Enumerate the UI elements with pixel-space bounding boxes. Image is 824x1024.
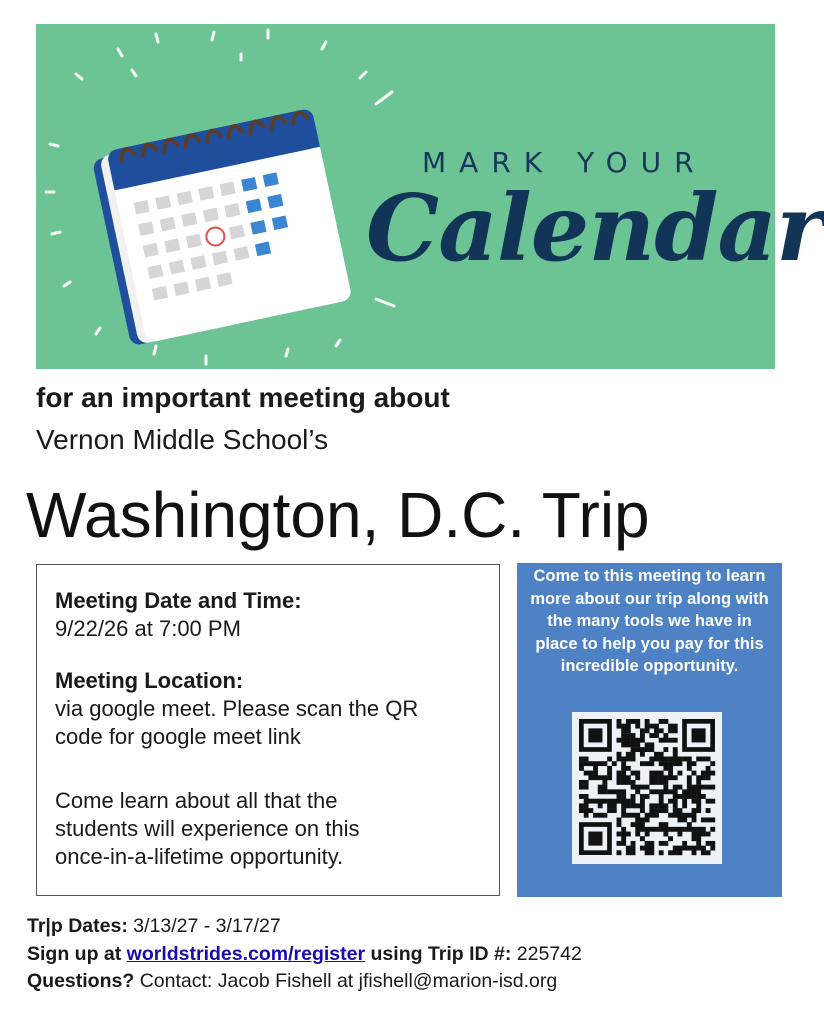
meeting-location-label: Meeting Location: [55, 668, 244, 693]
questions-label: Questions? [27, 970, 135, 992]
meeting-location-line-2: code for google meet link [55, 724, 301, 749]
signup-line [27, 943, 582, 966]
meeting-location-line-1: via google meet. Please scan the QR [55, 696, 419, 721]
trip-dates-value: 3/13/27 - 3/17/27 [133, 915, 281, 937]
learn-line-2: students will experience on this [55, 816, 360, 841]
info-panel [517, 563, 782, 897]
qr-code-icon [579, 719, 715, 857]
signup-prefix: Sign up at [27, 943, 122, 965]
meeting-details-box [36, 564, 500, 896]
mark-your-heading: MARK YOUR [422, 146, 707, 179]
learn-line-3: once-in-a-lifetime opportunity. [55, 844, 344, 869]
panel-message: Come to this meeting to learn more about our trip along with the many tools we have in place to help you pay for this incredible opportunity. [530, 567, 769, 675]
meeting-date-value: 9/22/26 at 7:00 PM [55, 616, 241, 641]
trip-title: Washington, D.C. Trip [26, 479, 650, 551]
trip-dates-label: Tr|p Dates: [27, 915, 128, 937]
meeting-date-label: Meeting Date and Time: [55, 588, 302, 613]
signup-middle: using Trip ID #: [370, 943, 512, 965]
questions-contact: Contact: Jacob Fishell at jfishell@marion-isd.org [139, 970, 558, 992]
questions-line [27, 970, 557, 993]
calendar-heading: Calendar [366, 174, 824, 282]
trip-dates-line [27, 915, 281, 938]
learn-line-1: Come learn about all that the [55, 788, 338, 813]
trip-id: 225742 [516, 943, 582, 965]
header-banner [36, 24, 824, 369]
school-name: Vernon Middle School’s [36, 424, 329, 455]
qr-code[interactable] [572, 712, 722, 864]
intro-line: for an important meeting about [36, 382, 450, 413]
signup-link[interactable]: worldstrides.com/register [126, 943, 366, 965]
